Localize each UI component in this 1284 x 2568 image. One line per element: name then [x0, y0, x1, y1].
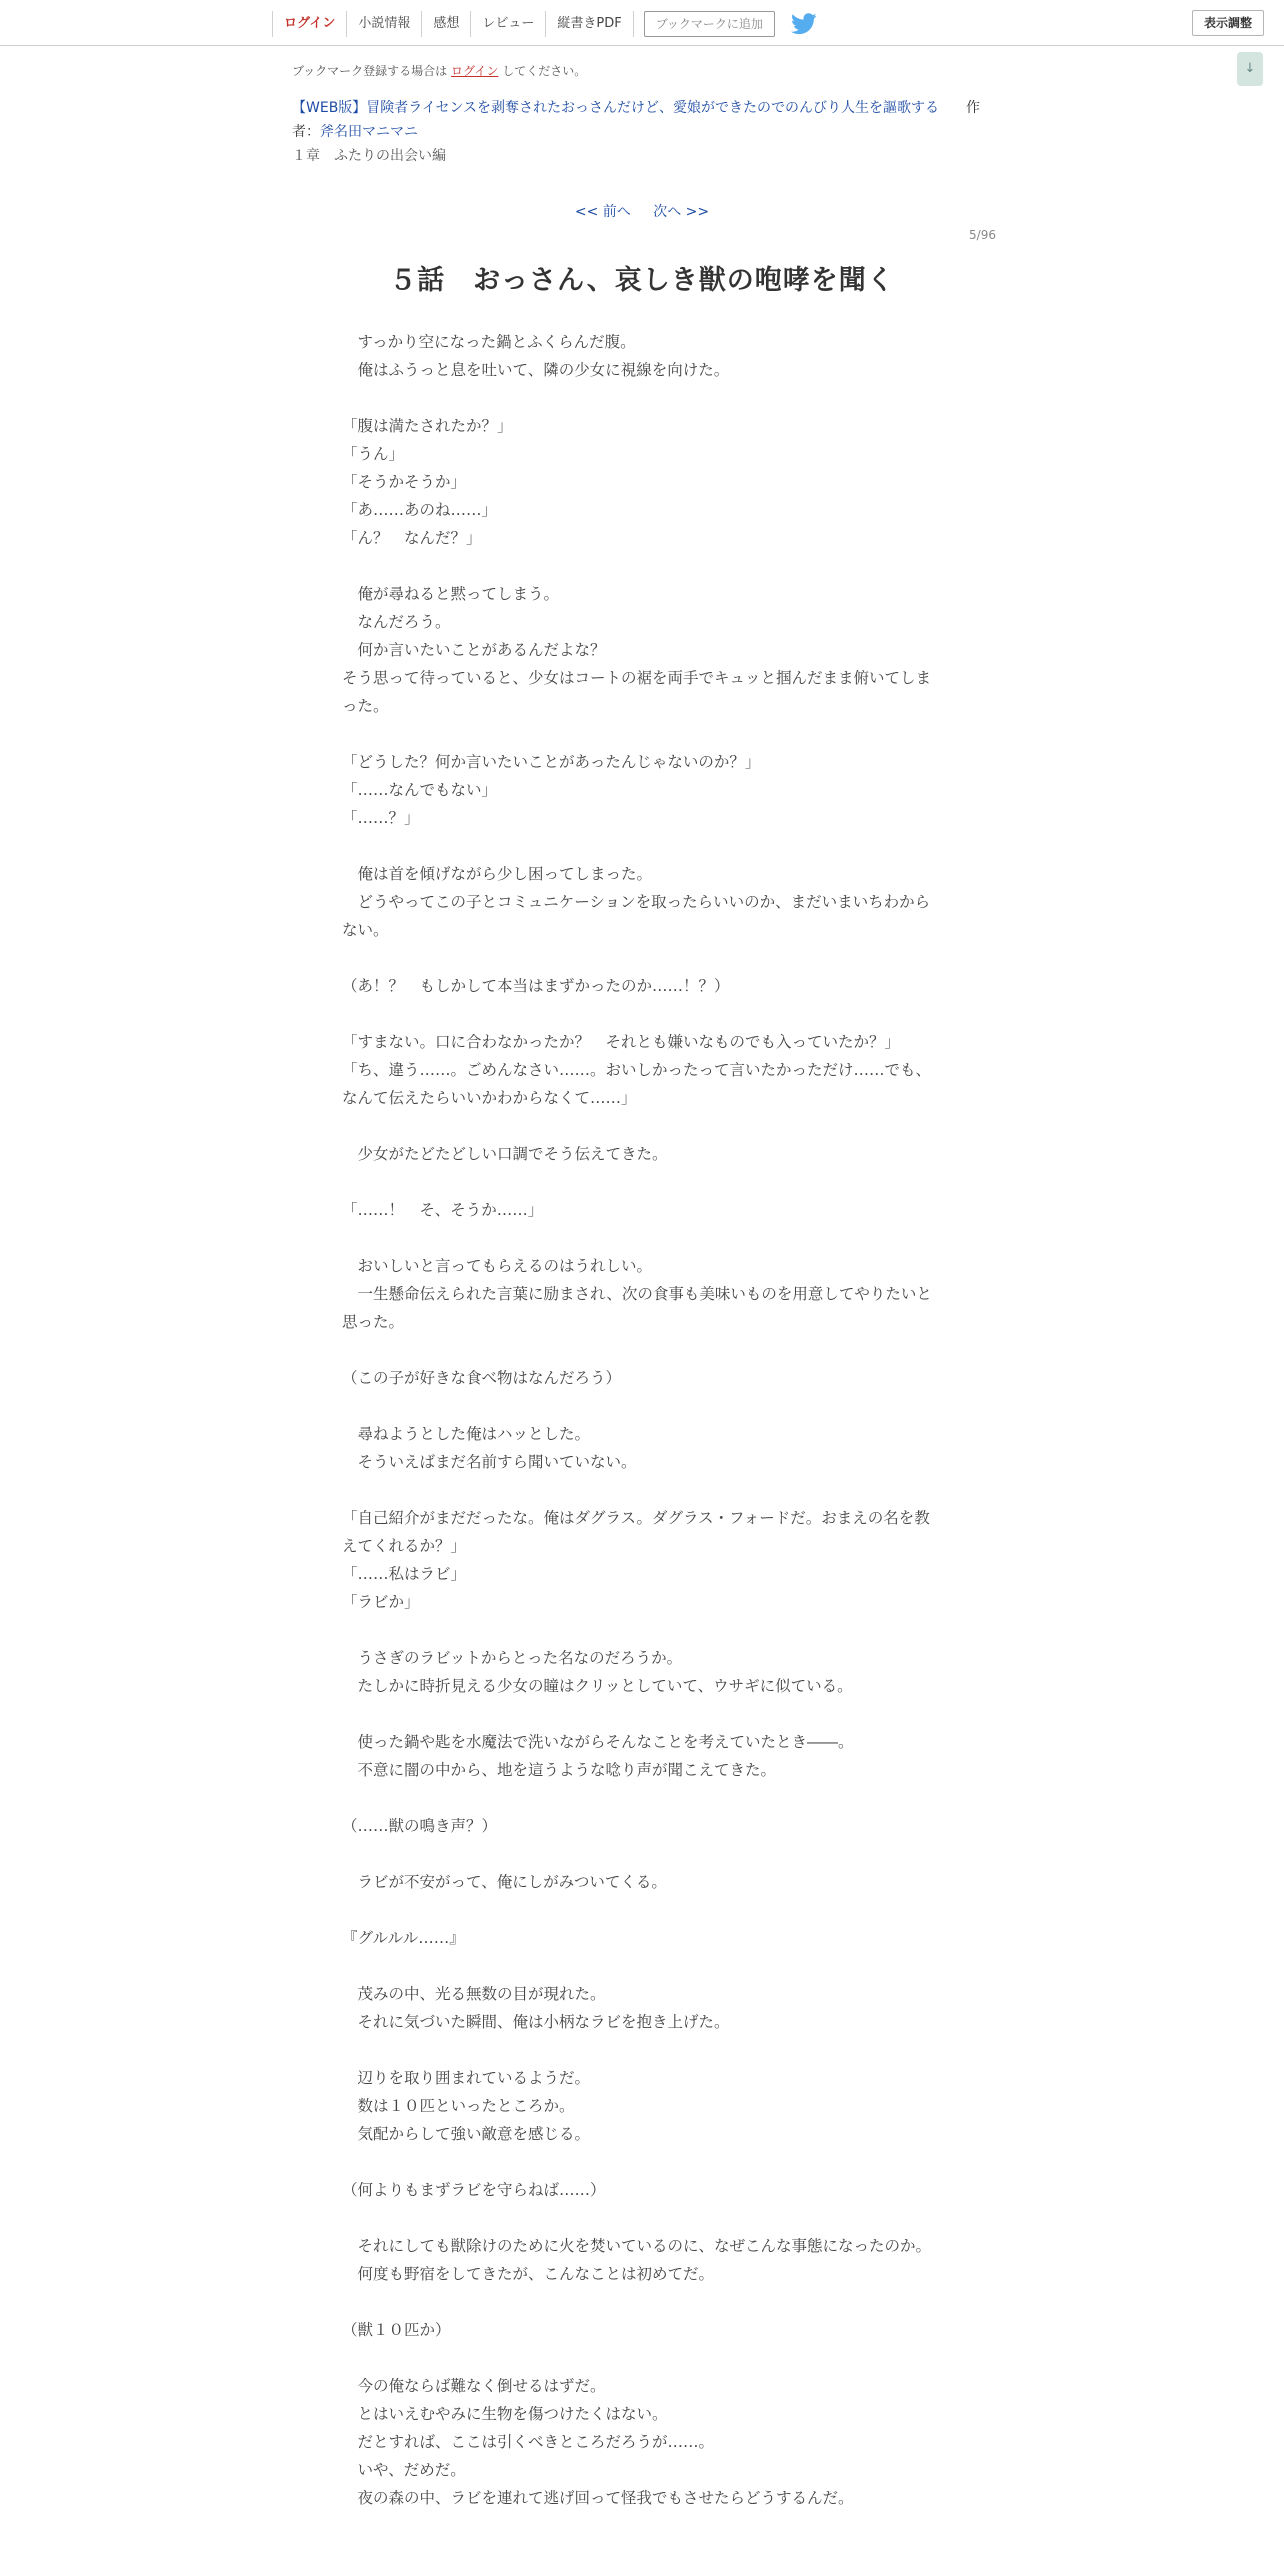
body-paragraph: 尋ねようとした俺はハッとした。 — [342, 1425, 591, 1443]
body-paragraph: 「ラビか」 — [342, 1593, 420, 1611]
body-paragraph: 何か言いたいことがあるんだよな？ — [342, 641, 606, 659]
blank-line — [342, 1112, 940, 1140]
blank-line — [342, 720, 940, 748]
body-paragraph: うさぎのラビットからとった名なのだろうか。 — [342, 1649, 683, 1667]
nav-reviews[interactable]: レビュー — [470, 11, 545, 37]
blank-line — [342, 1896, 940, 1924]
body-paragraph: どうやってこの子とコミュニケーションを取ったらいいのか、まだいまいちわからない。 — [342, 893, 931, 939]
body-paragraph: 気配からして強い敵意を感じる。 — [342, 2125, 591, 2143]
body-paragraph: 数は１０匹といったところか。 — [342, 2097, 575, 2115]
body-paragraph: おいしいと言ってもらえるのはうれしい。 — [342, 1257, 653, 1275]
body-paragraph: ラビが不安がって、俺にしがみついてくる。 — [342, 1873, 667, 1891]
body-paragraph: 「そうかそうか」 — [342, 473, 467, 491]
novel-body — [342, 328, 940, 2512]
body-paragraph: 「……私はラビ」 — [342, 1565, 467, 1583]
body-paragraph: 「……なんでもない」 — [342, 781, 498, 799]
body-paragraph: 茂みの中、光る無数の目が現れた。 — [342, 1985, 606, 2003]
blank-line — [342, 2036, 940, 2064]
episode-title: ５話 おっさん、哀しき獣の咆哮を聞く — [389, 265, 895, 296]
blank-line — [342, 1336, 940, 1364]
nav-vertical-pdf[interactable]: 縦書きPDF — [545, 11, 633, 37]
blank-line — [342, 1952, 940, 1980]
blank-line — [342, 1000, 940, 1028]
body-paragraph: （あ！？ もしかして本当はまずかったのか……！？） — [342, 977, 730, 995]
blank-line — [342, 1616, 940, 1644]
body-paragraph: それに気づいた瞬間、俺は小柄なラビを抱き上げた。 — [342, 2013, 730, 2031]
body-paragraph: 少女がたどたどしい口調でそう伝えてきた。 — [342, 1145, 668, 1163]
body-paragraph: それにしても獣除けのために火を焚いているのに、なぜこんな事態になったのか。 — [342, 2237, 932, 2255]
notice-prefix: ブックマーク登録する場合は — [292, 64, 448, 78]
body-paragraph: 使った鍋や匙を水魔法で洗いながらそんなことを考えていたとき――。 — [342, 1733, 854, 1751]
body-paragraph: 一生懸命伝えられた言葉に励まされ、次の食事も美味いものを用意してやりたいと思った。 — [342, 1285, 932, 1331]
main-nav — [272, 11, 817, 37]
blank-line — [342, 1840, 940, 1868]
chapter-title: １章 ふたりの出会い編 — [292, 148, 446, 164]
author-label-part2: 者： — [292, 124, 320, 140]
blank-line — [342, 1224, 940, 1252]
prev-episode-link[interactable]: << 前へ — [574, 204, 631, 220]
episode-nav — [0, 201, 1284, 221]
body-paragraph: 俺が尋ねると黙ってしまう。 — [342, 585, 560, 603]
blank-line — [342, 944, 940, 972]
body-paragraph: とはいえむやみに生物を傷つけたくはない。 — [342, 2405, 668, 2423]
nav-login[interactable]: ログイン — [272, 11, 346, 37]
body-paragraph: 「ち、違う……。ごめんなさい……。おいしかったって言いたかっただけ……でも、なんて伝えたらいいかわからなくて……」 — [342, 1061, 932, 1107]
blank-line — [342, 2204, 940, 2232]
body-paragraph: 「腹は満たされたか？」 — [342, 417, 513, 435]
blank-line — [342, 832, 940, 860]
novel-title-block — [292, 96, 980, 144]
scroll-down-button[interactable]: ↓ — [1237, 52, 1263, 86]
body-paragraph: だとすれば、ここは引くべきところだろうが……。 — [342, 2433, 715, 2451]
body-paragraph: 俺はふうっと息を吐いて、隣の少女に視線を向けた。 — [342, 361, 730, 379]
blank-line — [342, 1476, 940, 1504]
body-paragraph: 「……？」 — [342, 809, 420, 827]
author-link[interactable]: 斧名田マニマニ — [320, 124, 418, 140]
body-paragraph: なんだろう。 — [342, 613, 451, 631]
notice-suffix: してください。 — [502, 64, 587, 78]
body-paragraph: いや、だめだ。 — [342, 2461, 466, 2479]
page-count: 5/96 — [969, 228, 996, 242]
blank-line — [342, 1784, 940, 1812]
blank-line — [342, 2344, 940, 2372]
novel-title-link[interactable]: 【WEB版】冒険者ライセンスを剥奪されたおっさんだけど、愛娘ができたのでのんびり人生を謳歌する — [292, 100, 940, 116]
blank-line — [342, 2288, 940, 2316]
blank-line — [342, 1700, 940, 1728]
body-paragraph: 何度も野宿をしてきたが、こんなことは初めてだ。 — [342, 2265, 715, 2283]
body-paragraph: （獣１０匹か） — [342, 2321, 451, 2339]
blank-line — [342, 1168, 940, 1196]
body-paragraph: 夜の森の中、ラビを連れて逃げ回って怪我でもさせたらどうするんだ。 — [342, 2489, 854, 2507]
body-paragraph: 不意に闇の中から、地を這うような唸り声が聞こえてきた。 — [342, 1761, 777, 1779]
body-paragraph: 「うん」 — [342, 445, 405, 463]
add-bookmark-button[interactable]: ブックマークに追加 — [644, 11, 775, 37]
body-paragraph: そう思って待っていると、少女はコートの裾を両手でキュッと掴んだまま俯いてしまった。 — [342, 669, 932, 715]
blank-line — [342, 2148, 940, 2176]
nav-impressions[interactable]: 感想 — [421, 11, 470, 37]
body-paragraph: 今の俺ならば難なく倒せるはずだ。 — [342, 2377, 606, 2395]
body-paragraph: 「自己紹介がまだだったな。俺はダグラス。ダグラス・フォードだ。おまえの名を教えてくれるか？」 — [342, 1509, 930, 1555]
top-bar — [0, 0, 1284, 46]
author-label-part1: 作 — [966, 100, 980, 116]
body-paragraph: 「どうした？何か言いたいことがあったんじゃないのか？」 — [342, 753, 761, 771]
body-paragraph: 『グルルル……』 — [342, 1929, 465, 1947]
body-paragraph: （何よりもまずラビを守らねば……） — [342, 2181, 606, 2199]
blank-line — [342, 552, 940, 580]
twitter-icon[interactable] — [791, 13, 817, 35]
body-paragraph: たしかに時折見える少女の瞳はクリッとしていて、ウサギに似ている。 — [342, 1677, 853, 1695]
body-paragraph: 「……！ そ、そうか……」 — [342, 1201, 544, 1219]
next-episode-link[interactable]: 次へ >> — [653, 204, 710, 220]
body-paragraph: すっかり空になった鍋とふくらんだ腹。 — [342, 333, 636, 351]
body-paragraph: 「すまない。口に合わなかったか？ それとも嫌いなものでも入っていたか？」 — [342, 1033, 901, 1051]
body-paragraph: 俺は首を傾げながら少し困ってしまった。 — [342, 865, 653, 883]
notice-login-link[interactable]: ログイン — [451, 64, 499, 78]
blank-line — [342, 1392, 940, 1420]
display-settings-button[interactable]: 表示調整 — [1192, 10, 1264, 36]
bookmark-notice — [292, 62, 586, 79]
blank-line — [342, 384, 940, 412]
body-paragraph: そういえばまだ名前すら聞いていない。 — [342, 1453, 637, 1471]
body-paragraph: （……獣の鳴き声？） — [342, 1817, 498, 1835]
body-paragraph: 辺りを取り囲まれているようだ。 — [342, 2069, 591, 2087]
body-paragraph: （この子が好きな食べ物はなんだろう） — [342, 1369, 622, 1387]
body-paragraph: 「ん？ なんだ？」 — [342, 529, 482, 547]
body-paragraph: 「あ……あのね……」 — [342, 501, 498, 519]
nav-novel-info[interactable]: 小説情報 — [346, 11, 421, 37]
